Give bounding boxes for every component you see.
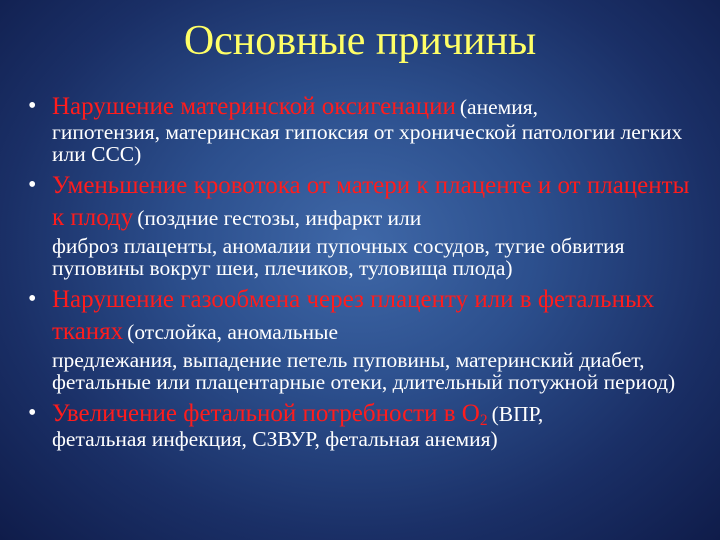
oxygen-subscript: 2: [479, 411, 488, 429]
bullet-detail-text: фетальная инфекция, СЗВУР, фетальная анемия): [52, 427, 498, 451]
bullet-marker: •: [28, 286, 37, 312]
bullet-item: [28, 92, 700, 165]
bullet-lead-text: [52, 400, 488, 427]
bullet-marker: •: [28, 172, 37, 198]
bullet-lead-text: Нарушение газообмена через плаценту или в фетальных тканях: [52, 286, 655, 345]
slide-title: Основные причины: [183, 18, 537, 64]
bullet-marker: •: [28, 400, 37, 426]
bullet-detail-text: фиброз плаценты, аномалии пупочных сосудов, тугие обвития пуповины вокруг шеи, плечиков, туловища плода): [52, 234, 625, 280]
bullet-detail-text: предлежания, выпадение петель пуповины, материнский диабет, фетальные или плацентарные отеки, длительный потужной период): [52, 348, 676, 394]
bullet-marker: •: [28, 93, 37, 119]
bullet-detail-text: гипотензия, материнская гипоксия от хронической патологии легких или ССС): [52, 120, 683, 166]
bullet-lead-text: Нарушение материнской оксигенации: [52, 93, 456, 120]
bullet-detail-start: (поздние гестозы, инфаркт или: [137, 206, 422, 230]
bullet-detail-start: (отслойка, аномальные: [127, 320, 339, 344]
bullet-detail-start: (ВПР,: [491, 402, 544, 426]
bullet-lead-main: Увеличение фетальной потребности в О: [52, 400, 480, 427]
bullet-lead-text: Уменьшение кровотока от матери к плаценте и от плаценты к плоду: [52, 172, 690, 231]
bullet-item: [28, 399, 700, 450]
bullet-list: [28, 92, 700, 454]
bullet-item: [28, 285, 700, 393]
bullet-item: [28, 171, 700, 279]
bullet-detail-start: (анемия,: [459, 95, 539, 119]
